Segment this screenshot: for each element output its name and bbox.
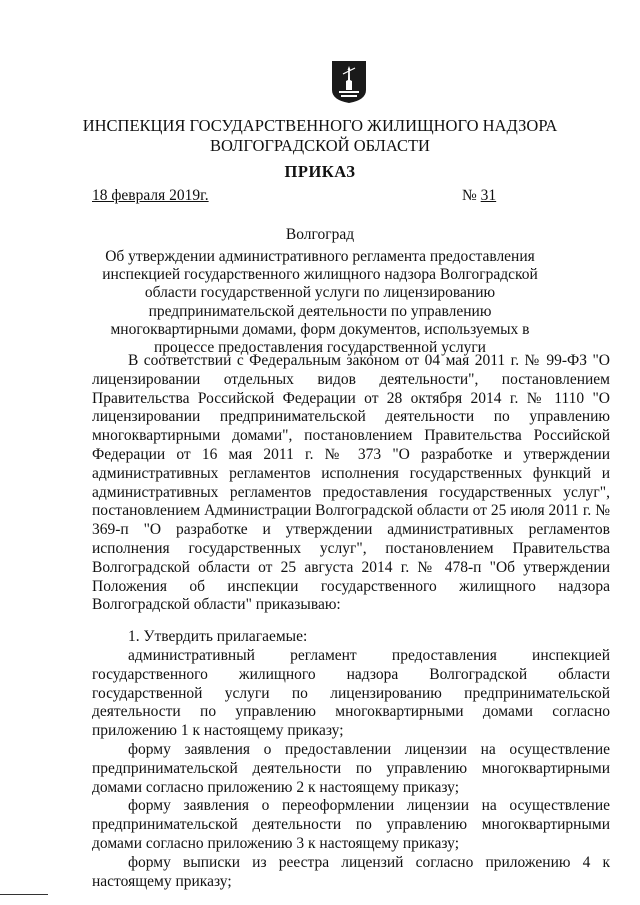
document-body [92,352,610,891]
number-sign: № [462,187,477,204]
item-1-license-reissue-form: форму заявления о переоформлении лицензии на осуществление предпринимательской деятельности по управлению многоквартирными домами согласно приложению 3 к настоящему приказу; [92,797,610,852]
document-number [462,187,496,205]
item-1-registry-extract-form: форму выписки из реестра лицензий согласно приложению 4 к настоящему приказу; [92,853,610,890]
document-date-value: 18 февраля 2019г. [92,187,209,204]
coat-of-arms-icon [331,60,367,104]
item-1-regulation: административный регламент предоставления инспекцией государственного жилищного надзора Волгоградской области государственной услуги по лицензированию предпринимательской деятельности по управлению многоквартирными домами согласно приложению 1 к настоящему приказу; [92,646,610,740]
organization-name [80,116,560,156]
document-city: Волгоград [285,226,355,243]
document-date [92,187,209,205]
document-subject: Об утверждении административного регламента предоставления инспекцией государственного жилищного надзора Волгоградской области государственной услуги по лицензированию предпринимательской деятельности по управлению многоквартирными домами, форм документов, используемых в процессе предоставления государственной услуги [102,248,538,357]
item-1-heading: 1. Утвердить прилагаемые: [128,628,308,646]
preamble-paragraph: В соответствии с Федеральным законом от 04 мая 2011 г. № 99-ФЗ "О лицензировании отдельных видов деятельности", постановлением Правительства Российской Федерации от 28 октября 2014 г. № 1110 "О лицензировании предпринимательской деятельности по управлению многоквартирными домами", постановлением Правительства Российской Федерации от 16 мая 2011 г. № 373 "О разработке и утверждении административных регламентов исполнения государственных функций и административных регламентов предоставления государственных услуг", постановлением Администрации Волгоградской области от 25 июля 2011 г. № 369-п "О разработке и утверждении административных регламентов исполнения государственных услуг", постановлением Правительства Волгоградской области от 25 августа 2014 г. № 478-п "Об утверждении Положения об инспекции государственного жилищного надзора Волгоградской области" приказываю: [92,352,610,614]
item-1-license-application-form: форму заявления о предоставлении лицензии на осуществление предпринимательской деятельности по управлению многоквартирными домами согласно приложению 2 к настоящему приказу; [92,740,610,796]
organization-line-1: ИНСПЕКЦИЯ ГОСУДАРСТВЕННОГО ЖИЛИЩНОГО НАДЗОРА [82,116,558,135]
footer-divider [0,894,48,895]
document-title: ПРИКАЗ [284,162,356,181]
organization-line-2: ВОЛГОГРАДСКОЙ ОБЛАСТИ [210,136,430,155]
document-number-value: 31 [480,187,497,204]
